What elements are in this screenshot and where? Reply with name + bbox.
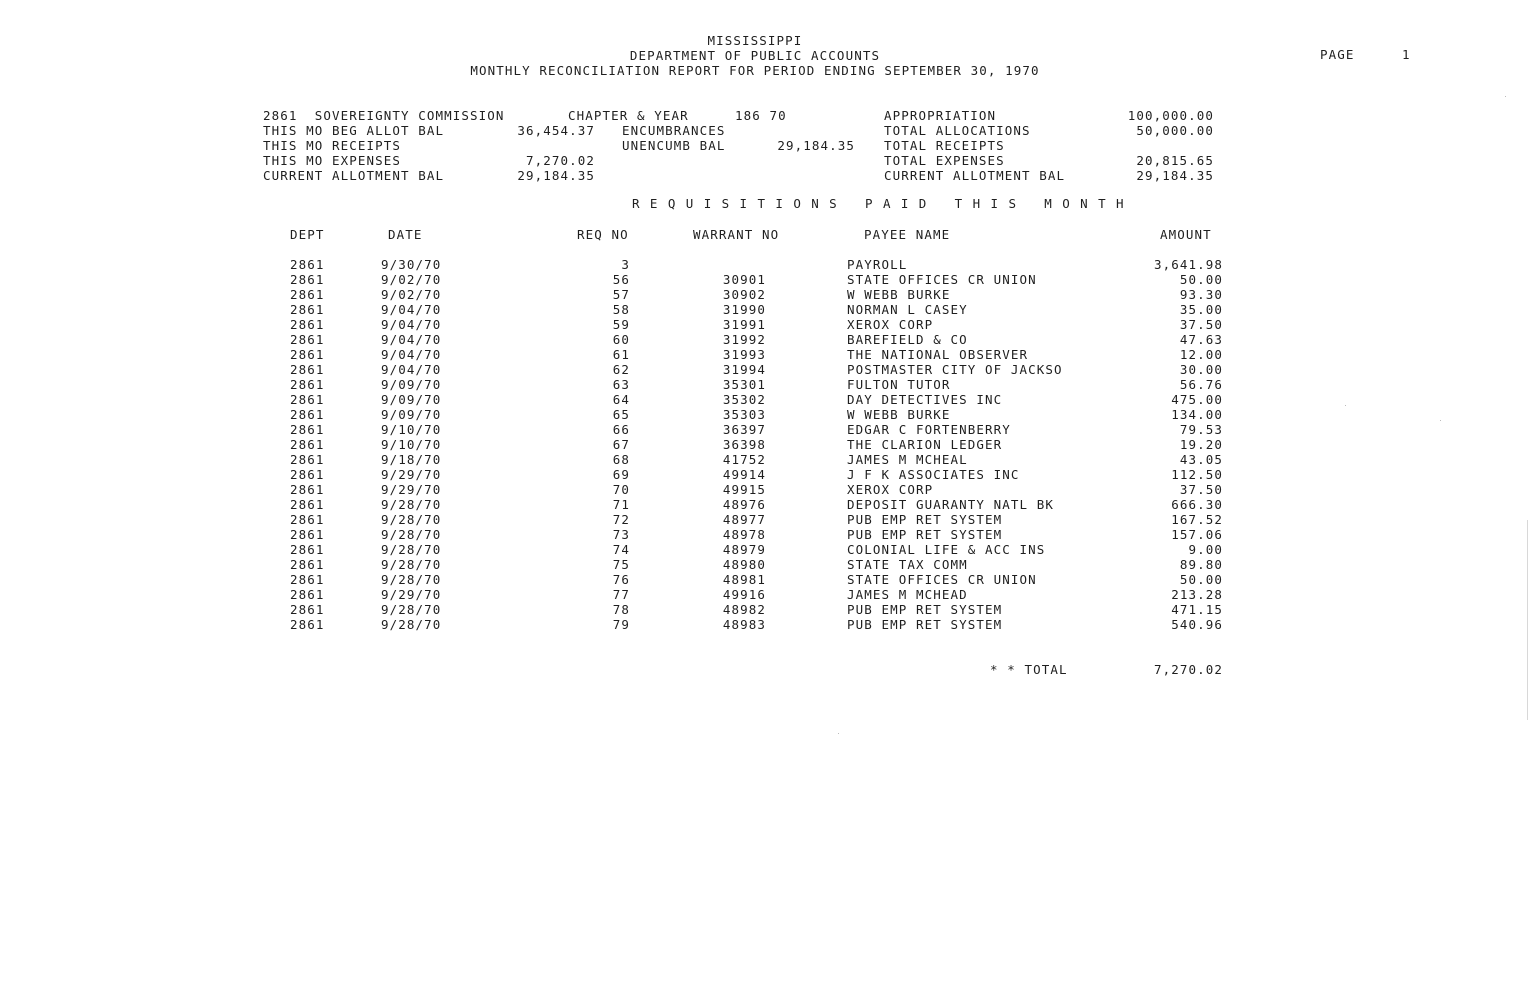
dept-cell: 2861 — [290, 467, 325, 482]
chapter-year-value: 186 70 — [735, 108, 787, 123]
dept-cell: 2861 — [290, 362, 325, 377]
payee-name-cell: JAMES M MCHEAL — [847, 452, 968, 467]
dept-cell: 2861 — [290, 437, 325, 452]
table-row — [0, 422, 1530, 437]
warrant-no-cell: 35303 — [722, 407, 766, 422]
date-cell: 9/29/70 — [381, 482, 442, 497]
req-no-cell: 77 — [612, 587, 630, 602]
amount-cell: 37.50 — [1179, 482, 1223, 497]
amount-cell: 134.00 — [1171, 407, 1223, 422]
req-no-cell: 64 — [612, 392, 630, 407]
column-header-date: DATE — [388, 227, 423, 242]
summary-value: 100,000.00 — [1127, 108, 1214, 123]
req-no-cell: 75 — [612, 557, 630, 572]
amount-cell: 213.28 — [1171, 587, 1223, 602]
payee-name-cell: STATE TAX COMM — [847, 557, 968, 572]
dept-cell: 2861 — [290, 287, 325, 302]
warrant-no-cell: 31990 — [722, 302, 766, 317]
req-no-cell: 60 — [612, 332, 630, 347]
warrant-no-cell: 36398 — [722, 437, 766, 452]
summary-label: CURRENT ALLOTMENT BAL — [263, 168, 445, 183]
dept-cell: 2861 — [290, 407, 325, 422]
scan-speck — [1440, 420, 1441, 421]
date-cell: 9/02/70 — [381, 287, 442, 302]
table-row — [0, 467, 1530, 482]
warrant-no-cell: 31992 — [722, 332, 766, 347]
dept-cell: 2861 — [290, 377, 325, 392]
date-cell: 9/29/70 — [381, 467, 442, 482]
summary-row — [0, 168, 1530, 183]
warrant-no-cell: 49916 — [722, 587, 766, 602]
summary-row — [0, 123, 1530, 138]
dept-cell: 2861 — [290, 332, 325, 347]
req-no-cell: 69 — [612, 467, 630, 482]
req-no-cell: 73 — [612, 527, 630, 542]
date-cell: 9/28/70 — [381, 617, 442, 632]
date-cell: 9/04/70 — [381, 317, 442, 332]
date-cell: 9/29/70 — [381, 587, 442, 602]
warrant-no-cell: 49914 — [722, 467, 766, 482]
summary-row — [0, 138, 1530, 153]
table-row — [0, 257, 1530, 272]
warrant-no-cell: 35302 — [722, 392, 766, 407]
dept-cell: 2861 — [290, 392, 325, 407]
date-cell: 9/09/70 — [381, 392, 442, 407]
table-row — [0, 317, 1530, 332]
date-cell: 9/09/70 — [381, 377, 442, 392]
column-header-amount: AMOUNT — [1160, 227, 1212, 242]
dept-cell: 2861 — [290, 602, 325, 617]
req-no-cell: 78 — [612, 602, 630, 617]
table-row — [0, 452, 1530, 467]
req-no-cell: 71 — [612, 497, 630, 512]
total-label: * * TOTAL — [990, 662, 1068, 677]
dept-cell: 2861 — [290, 617, 325, 632]
req-no-cell: 65 — [612, 407, 630, 422]
warrant-no-cell: 31991 — [722, 317, 766, 332]
table-row — [0, 572, 1530, 587]
req-no-cell: 57 — [612, 287, 630, 302]
summary-value: 36,454.37 — [517, 123, 595, 138]
amount-cell: 9.00 — [1188, 542, 1223, 557]
amount-cell: 35.00 — [1179, 302, 1223, 317]
date-cell: 9/18/70 — [381, 452, 442, 467]
summary-label: THIS MO BEG ALLOT BAL — [263, 123, 445, 138]
dept-cell: 2861 — [290, 587, 325, 602]
dept-cell: 2861 — [290, 452, 325, 467]
amount-cell: 157.06 — [1171, 527, 1223, 542]
department-name: DEPARTMENT OF PUBLIC ACCOUNTS — [629, 48, 881, 63]
amount-cell: 167.52 — [1171, 512, 1223, 527]
date-cell: 9/28/70 — [381, 602, 442, 617]
chapter-year-label: CHAPTER & YEAR — [568, 108, 689, 123]
payee-name-cell: PAYROLL — [847, 257, 908, 272]
date-cell: 9/04/70 — [381, 362, 442, 377]
date-cell: 9/28/70 — [381, 527, 442, 542]
dept-cell: 2861 — [290, 482, 325, 497]
amount-cell: 471.15 — [1171, 602, 1223, 617]
date-cell: 9/02/70 — [381, 272, 442, 287]
payee-name-cell: THE NATIONAL OBSERVER — [847, 347, 1029, 362]
scan-speck — [1345, 405, 1346, 406]
payee-name-cell: PUB EMP RET SYSTEM — [847, 512, 1003, 527]
table-header — [0, 227, 1530, 242]
table-row — [0, 602, 1530, 617]
summary-label: UNENCUMB BAL — [622, 138, 726, 153]
warrant-no-cell: 31993 — [722, 347, 766, 362]
warrant-no-cell: 36397 — [722, 422, 766, 437]
amount-cell: 89.80 — [1179, 557, 1223, 572]
dept-cell: 2861 — [290, 572, 325, 587]
summary-value: 29,184.35 — [1136, 168, 1214, 183]
summary-label: TOTAL RECEIPTS — [884, 138, 1005, 153]
amount-cell: 37.50 — [1179, 317, 1223, 332]
warrant-no-cell: 48980 — [722, 557, 766, 572]
dept-cell: 2861 — [290, 272, 325, 287]
summary-label: APPROPRIATION — [884, 108, 997, 123]
summary-label: THIS MO EXPENSES — [263, 153, 402, 168]
dept-cell: 2861 — [290, 422, 325, 437]
report-title: MONTHLY RECONCILIATION REPORT FOR PERIOD ENDING SEPTEMBER 30, 1970 — [470, 63, 1040, 78]
summary-value: 20,815.65 — [1136, 153, 1214, 168]
req-no-cell: 58 — [612, 302, 630, 317]
req-no-cell: 62 — [612, 362, 630, 377]
table-row — [0, 542, 1530, 557]
payee-name-cell: PUB EMP RET SYSTEM — [847, 527, 1003, 542]
warrant-no-cell: 30902 — [722, 287, 766, 302]
total-value: 7,270.02 — [1153, 662, 1223, 677]
payee-name-cell: J F K ASSOCIATES INC — [847, 467, 1020, 482]
summary-label: THIS MO RECEIPTS — [263, 138, 402, 153]
dept-cell: 2861 — [290, 347, 325, 362]
dept-cell: 2861 — [290, 317, 325, 332]
req-no-cell: 61 — [612, 347, 630, 362]
payee-name-cell: W WEBB BURKE — [847, 407, 951, 422]
warrant-no-cell: 48976 — [722, 497, 766, 512]
amount-cell: 112.50 — [1171, 467, 1223, 482]
req-no-cell: 74 — [612, 542, 630, 557]
req-no-cell: 56 — [612, 272, 630, 287]
req-no-cell: 59 — [612, 317, 630, 332]
requisitions-table — [0, 257, 1530, 632]
warrant-no-cell: 48983 — [722, 617, 766, 632]
page-number: 1 — [1402, 47, 1411, 62]
payee-name-cell: POSTMASTER CITY OF JACKSO — [847, 362, 1063, 377]
warrant-no-cell: 30901 — [722, 272, 766, 287]
req-no-cell: 3 — [621, 257, 630, 272]
summary-value: 29,184.35 — [517, 168, 595, 183]
date-cell: 9/09/70 — [381, 407, 442, 422]
payee-name-cell: NORMAN L CASEY — [847, 302, 968, 317]
payee-name-cell: BAREFIELD & CO — [847, 332, 968, 347]
table-row — [0, 332, 1530, 347]
summary-value: 50,000.00 — [1136, 123, 1214, 138]
payee-name-cell: XEROX CORP — [847, 317, 934, 332]
table-row — [0, 527, 1530, 542]
warrant-no-cell: 35301 — [722, 377, 766, 392]
summary-row — [0, 153, 1530, 168]
req-no-cell: 76 — [612, 572, 630, 587]
summary-label: TOTAL EXPENSES — [884, 153, 1005, 168]
warrant-no-cell: 49915 — [722, 482, 766, 497]
amount-cell: 666.30 — [1171, 497, 1223, 512]
date-cell: 9/04/70 — [381, 302, 442, 317]
date-cell: 9/10/70 — [381, 437, 442, 452]
amount-cell: 50.00 — [1179, 272, 1223, 287]
amount-cell: 475.00 — [1171, 392, 1223, 407]
amount-cell: 43.05 — [1179, 452, 1223, 467]
summary-row — [0, 108, 1530, 123]
table-row — [0, 272, 1530, 287]
summary-label: TOTAL ALLOCATIONS — [884, 123, 1031, 138]
date-cell: 9/28/70 — [381, 572, 442, 587]
req-no-cell: 72 — [612, 512, 630, 527]
dept-cell: 2861 — [290, 497, 325, 512]
scan-speck — [838, 733, 839, 734]
date-cell: 9/04/70 — [381, 347, 442, 362]
dept-cell: 2861 — [290, 527, 325, 542]
column-header-payee-name: PAYEE NAME — [864, 227, 951, 242]
amount-cell: 79.53 — [1179, 422, 1223, 437]
summary-value: 7,270.02 — [525, 153, 595, 168]
state-name: MISSISSIPPI — [707, 33, 803, 48]
table-row — [0, 557, 1530, 572]
summary-value: 29,184.35 — [777, 138, 855, 153]
payee-name-cell: JAMES M MCHEAD — [847, 587, 968, 602]
warrant-no-cell: 31994 — [722, 362, 766, 377]
warrant-no-cell: 41752 — [722, 452, 766, 467]
warrant-no-cell: 48979 — [722, 542, 766, 557]
payee-name-cell: DAY DETECTIVES INC — [847, 392, 1003, 407]
warrant-no-cell: 48981 — [722, 572, 766, 587]
table-row — [0, 617, 1530, 632]
date-cell: 9/28/70 — [381, 497, 442, 512]
department-title: 2861 SOVEREIGNTY COMMISSION — [263, 108, 505, 123]
dept-cell: 2861 — [290, 302, 325, 317]
payee-name-cell: XEROX CORP — [847, 482, 934, 497]
amount-cell: 3,641.98 — [1153, 257, 1223, 272]
req-no-cell: 68 — [612, 452, 630, 467]
req-no-cell: 67 — [612, 437, 630, 452]
date-cell: 9/30/70 — [381, 257, 442, 272]
payee-name-cell: FULTON TUTOR — [847, 377, 951, 392]
table-row — [0, 302, 1530, 317]
payee-name-cell: W WEBB BURKE — [847, 287, 951, 302]
payee-name-cell: COLONIAL LIFE & ACC INS — [847, 542, 1046, 557]
date-cell: 9/28/70 — [381, 512, 442, 527]
req-no-cell: 66 — [612, 422, 630, 437]
warrant-no-cell: 48982 — [722, 602, 766, 617]
column-header-warrant-no: WARRANT NO — [693, 227, 780, 242]
amount-cell: 12.00 — [1179, 347, 1223, 362]
req-no-cell: 70 — [612, 482, 630, 497]
scan-speck — [1505, 96, 1506, 97]
date-cell: 9/10/70 — [381, 422, 442, 437]
column-header-req-no: REQ NO — [577, 227, 629, 242]
payee-name-cell: THE CLARION LEDGER — [847, 437, 1003, 452]
payee-name-cell: EDGAR C FORTENBERRY — [847, 422, 1011, 437]
report-header — [470, 33, 1040, 78]
page-label: PAGE — [1320, 47, 1355, 62]
warrant-no-cell: 48978 — [722, 527, 766, 542]
payee-name-cell: PUB EMP RET SYSTEM — [847, 602, 1003, 617]
payee-name-cell: PUB EMP RET SYSTEM — [847, 617, 1003, 632]
warrant-no-cell: 48977 — [722, 512, 766, 527]
table-row — [0, 377, 1530, 392]
req-no-cell: 79 — [612, 617, 630, 632]
table-row — [0, 437, 1530, 452]
amount-cell: 93.30 — [1179, 287, 1223, 302]
dept-cell: 2861 — [290, 557, 325, 572]
scan-edge — [1527, 520, 1528, 720]
table-row — [0, 287, 1530, 302]
amount-cell: 30.00 — [1179, 362, 1223, 377]
table-row — [0, 512, 1530, 527]
dept-cell: 2861 — [290, 257, 325, 272]
payee-name-cell: STATE OFFICES CR UNION — [847, 572, 1037, 587]
summary-label: ENCUMBRANCES — [622, 123, 726, 138]
amount-cell: 47.63 — [1179, 332, 1223, 347]
date-cell: 9/04/70 — [381, 332, 442, 347]
section-title: REQUISITIONS PAID THIS MONTH — [632, 196, 1134, 211]
date-cell: 9/28/70 — [381, 542, 442, 557]
table-row — [0, 587, 1530, 602]
summary-label: CURRENT ALLOTMENT BAL — [884, 168, 1066, 183]
payee-name-cell: DEPOSIT GUARANTY NATL BK — [847, 497, 1055, 512]
table-row — [0, 347, 1530, 362]
req-no-cell: 63 — [612, 377, 630, 392]
table-row — [0, 392, 1530, 407]
table-row — [0, 482, 1530, 497]
date-cell: 9/28/70 — [381, 557, 442, 572]
amount-cell: 50.00 — [1179, 572, 1223, 587]
table-row — [0, 362, 1530, 377]
dept-cell: 2861 — [290, 512, 325, 527]
amount-cell: 540.96 — [1171, 617, 1223, 632]
table-row — [0, 497, 1530, 512]
column-header-dept: DEPT — [290, 227, 325, 242]
amount-cell: 19.20 — [1179, 437, 1223, 452]
dept-cell: 2861 — [290, 542, 325, 557]
table-row — [0, 407, 1530, 422]
amount-cell: 56.76 — [1179, 377, 1223, 392]
payee-name-cell: STATE OFFICES CR UNION — [847, 272, 1037, 287]
